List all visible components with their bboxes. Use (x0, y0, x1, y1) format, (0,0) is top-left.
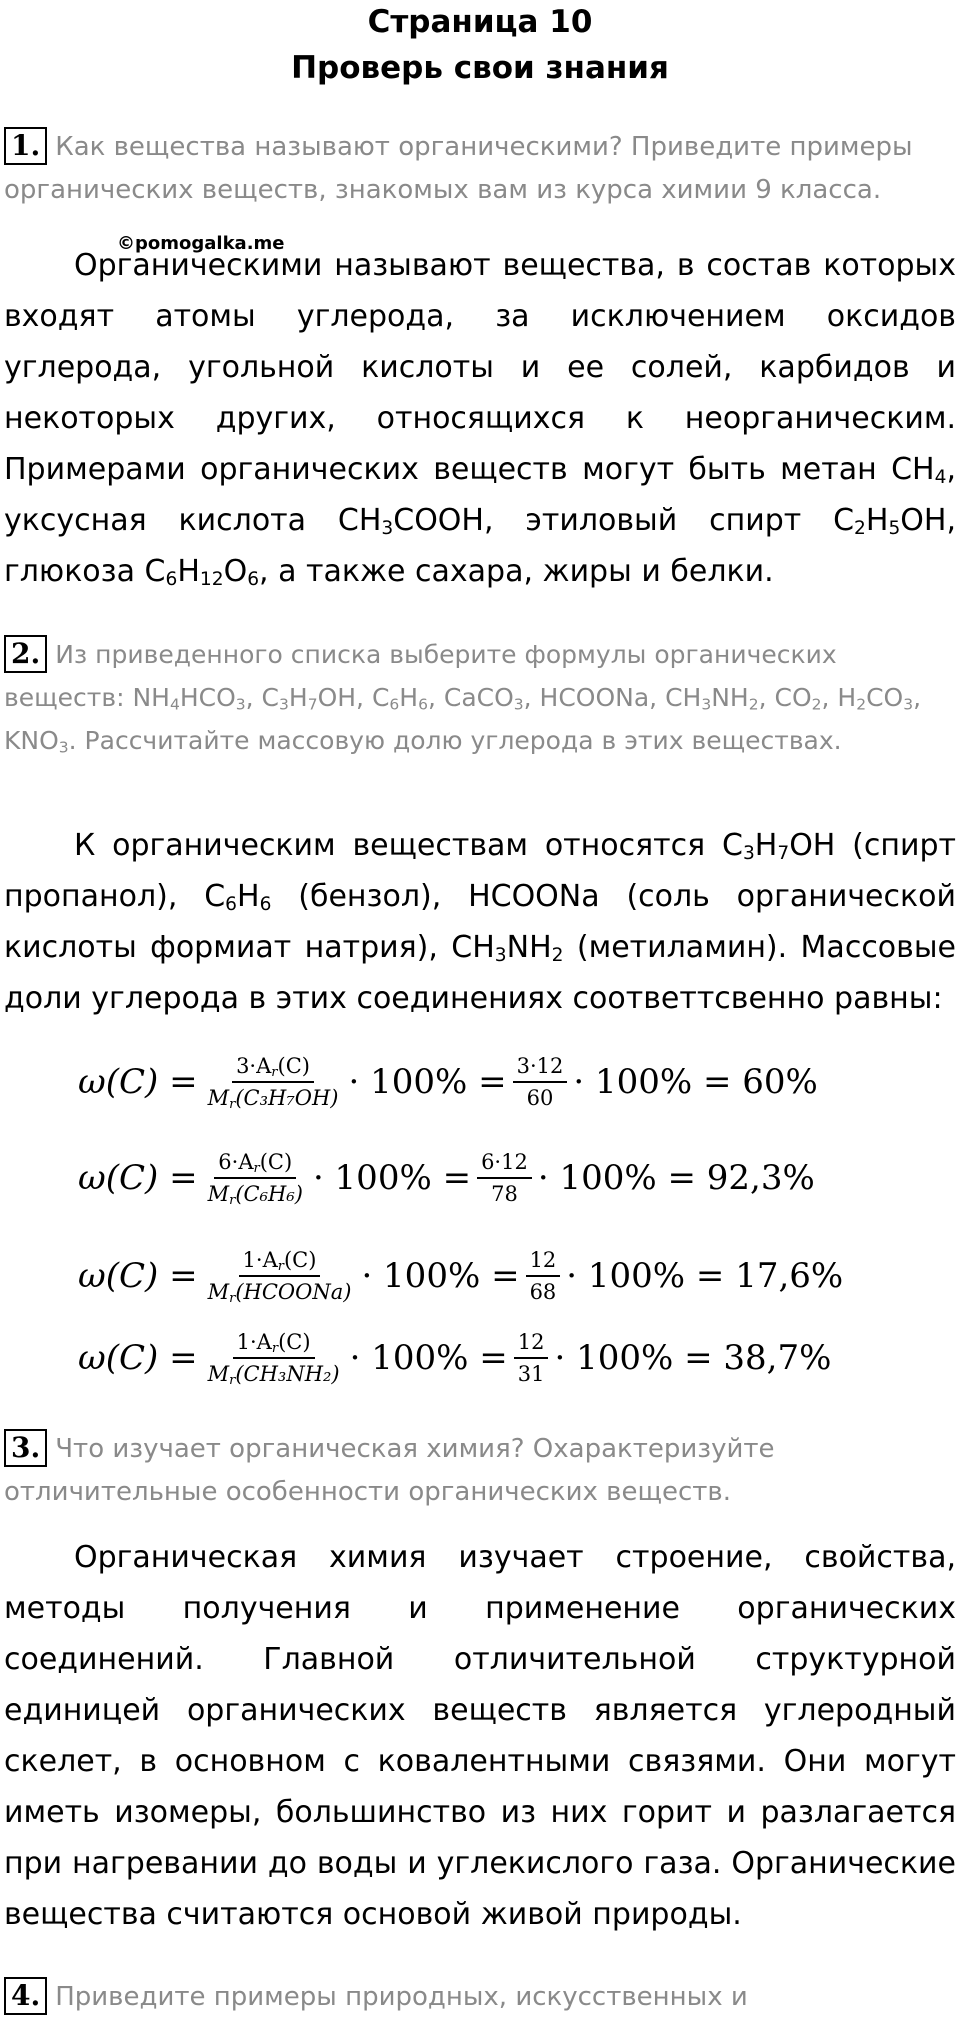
answer-2: К органическим веществам относятся $C_3H_7OH$ (спирт пропанол), $C_6H_6$ (бензол), HCOONa (соль органической кислоты формиат натрия), $CH_3NH_2$ (метиламин). Массовые доли углерода в этих соединениях соответтсвенно равны: (4, 828, 956, 1016)
formula-4: ω(C) = $\frac{1\cdot A_r(C)}{M_r(CH_3NH_2)}$ · 100% = $\frac{12}{31}$ · 100% = 38,7% (78, 1330, 832, 1388)
question-text: Приведите примеры природных, искусственных и (55, 1982, 748, 2012)
page-subtitle: Проверь свои знания (291, 50, 669, 86)
question-text: Что изучает органическая химия? Охарактеризуйте отличительные особенности органических веществ. (4, 1434, 775, 1507)
question-number: 3. (4, 1429, 47, 1467)
question-number: 1. (4, 127, 47, 165)
question-4 (4, 1976, 954, 2019)
formula-3: ω(C) = $\frac{1\cdot A_r(C)}{M_r(HCOONa)}$ · 100% = $\frac{12}{68}$ · 100% = 17,6% (78, 1248, 844, 1306)
page-title: Страница 10 (367, 4, 593, 40)
answer-3: Органическая химия изучает строение, свойства, методы получения и применение органических соединений. Главной отличительной структурной единицей органических веществ является углеродный скелет, в основном с ковалентными связями. Они могут иметь изомеры, большинство из них горит и разлагается при нагревании до воды и углекислого газа. Органические вещества считаются основой живой природы. (4, 1540, 956, 1932)
formula-1: ω(C) = $\frac{3\cdot A_r(C)}{M_r(C_3H_7OH)}$ · 100% = $\frac{3\cdot 12}{60}$ · 100% = 60% (78, 1054, 818, 1112)
question-number: 4. (4, 1977, 47, 2015)
question-2: 2. Из приведенного списка выберите формулы органических веществ: $NH_4HCO_3$, $C_3H_7OH$, $C_6H_6$, CaCO$_3$, HCOONa, $CH_3NH_2$, $CO_2$, $H_2CO_3$, $KNO_3$. Рассчитайте массовую долю углерода в этих веществах. (4, 637, 922, 757)
question-1 (4, 126, 954, 212)
question-3 (4, 1428, 954, 1514)
watermark: ©pomogalka.me (117, 233, 285, 254)
question-text: Как вещества называют органическими? Приведите примеры органических веществ, знакомых вам из курса химии 9 класса. (4, 132, 913, 205)
formula-2: ω(C) = $\frac{6\cdot A_r(C)}{M_r(C_6H_6)}$ · 100% = $\frac{6\cdot 12}{78}$ · 100% = 92,3% (78, 1150, 815, 1208)
answer-1: Органическими называют вещества, в состав которых входят атомы углерода, за исключением оксидов углерода, угольной кислоты и ее солей, карбидов и некоторых других, относящихся к неорганическим. Примерами органических веществ могут быть метан $CH_4$, уксусная кислота $CH_3COOH$, этиловый спирт $C_2H_5OH$, глюкоза $C_6H_{12}O_6$, а также сахара, жиры и белки. (4, 248, 956, 591)
question-number: 2. (4, 635, 47, 673)
